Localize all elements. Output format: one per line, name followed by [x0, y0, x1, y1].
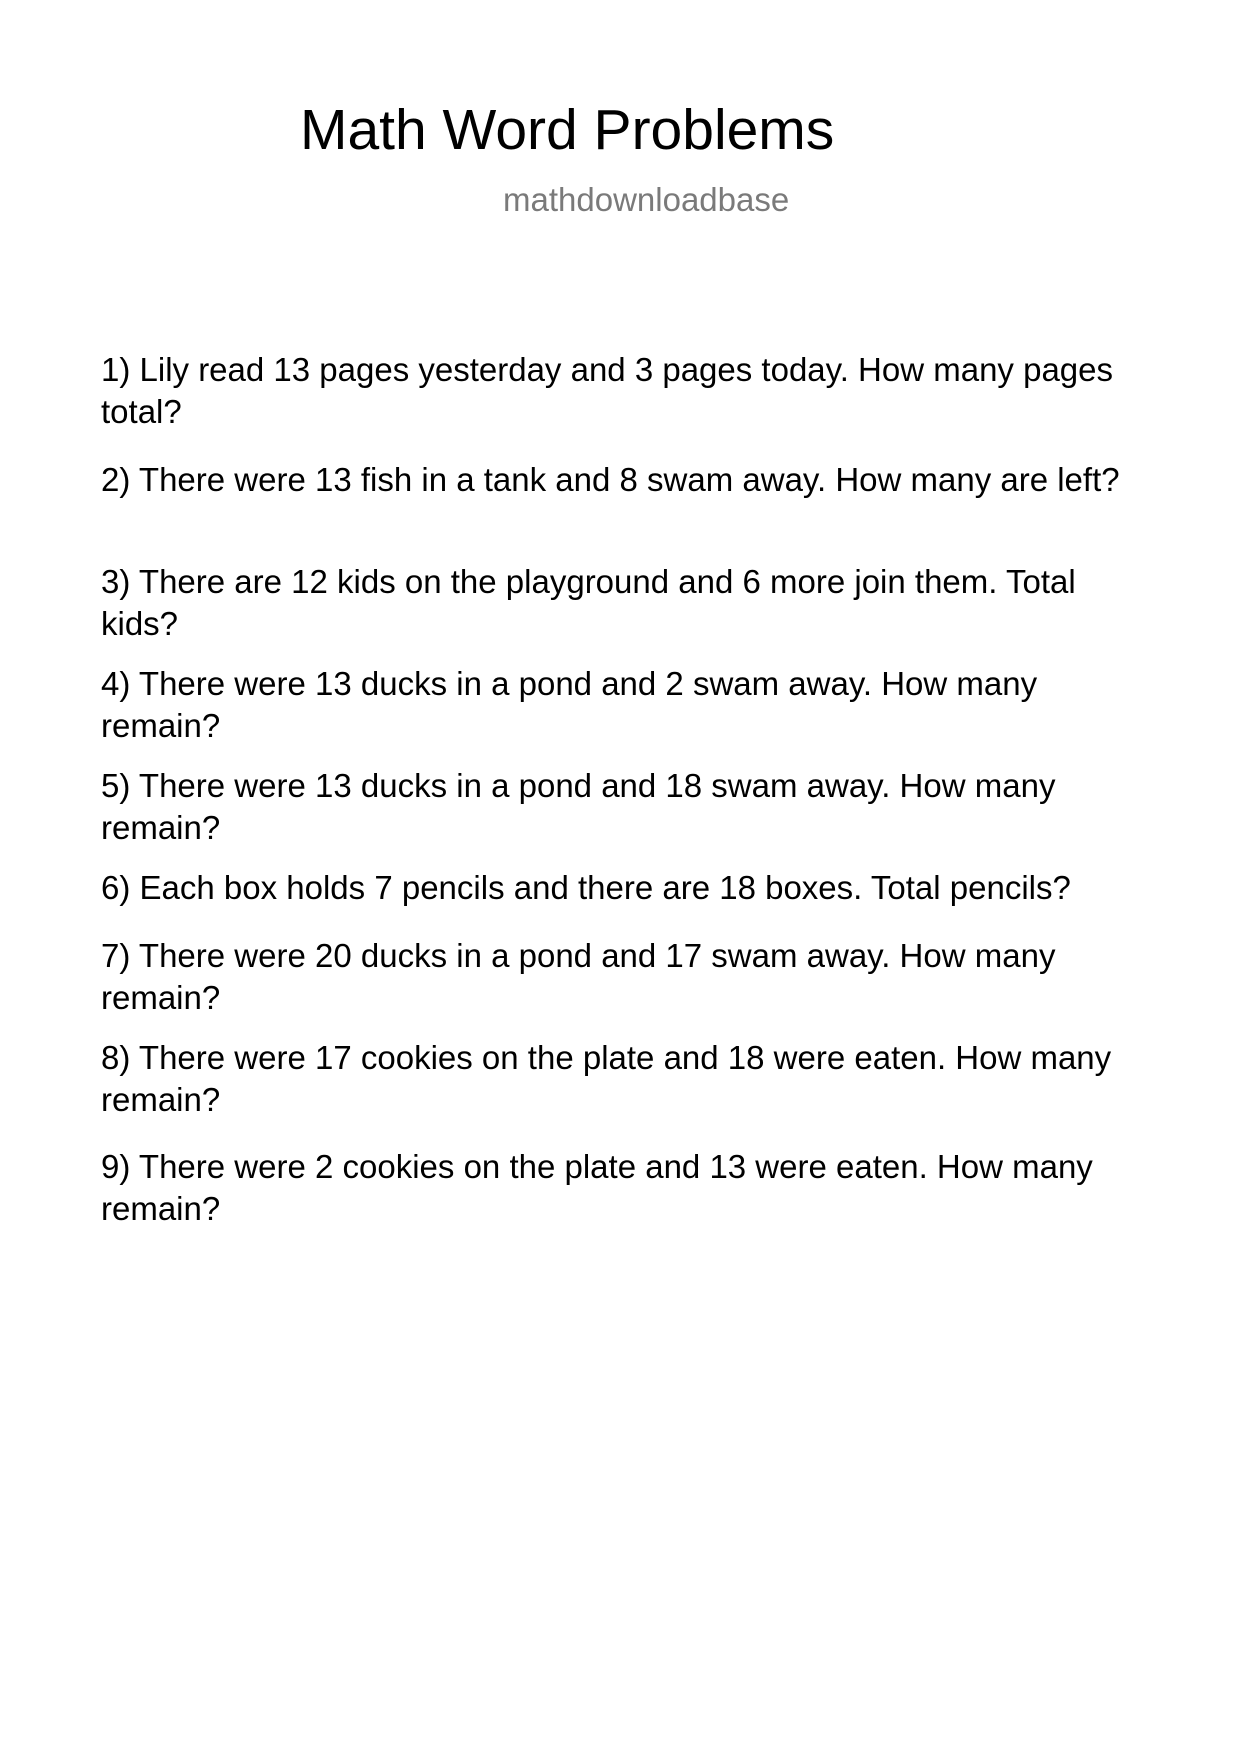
page-subtitle: mathdownloadbase — [503, 181, 790, 218]
problem-9: 9) There were 2 cookies on the plate and 13 were eaten. How many remain? — [101, 1148, 1093, 1227]
problem-1: 1) Lily read 13 pages yesterday and 3 pages today. How many pages total? — [101, 351, 1114, 430]
page-title: Math Word Problems — [300, 98, 835, 162]
problem-5: 5) There were 13 ducks in a pond and 18 swam away. How many remain? — [101, 767, 1056, 846]
problem-3: 3) There are 12 kids on the playground and 6 more join them. Total kids? — [101, 563, 1076, 642]
problem-2: 2) There were 13 fish in a tank and 8 swam away. How many are left? — [101, 461, 1120, 498]
problem-7: 7) There were 20 ducks in a pond and 17 swam away. How many remain? — [101, 937, 1056, 1016]
problem-6: 6) Each box holds 7 pencils and there are 18 boxes. Total pencils? — [101, 869, 1071, 906]
problem-4: 4) There were 13 ducks in a pond and 2 swam away. How many remain? — [101, 665, 1038, 744]
problem-8: 8) There were 17 cookies on the plate and 18 were eaten. How many remain? — [101, 1039, 1112, 1118]
